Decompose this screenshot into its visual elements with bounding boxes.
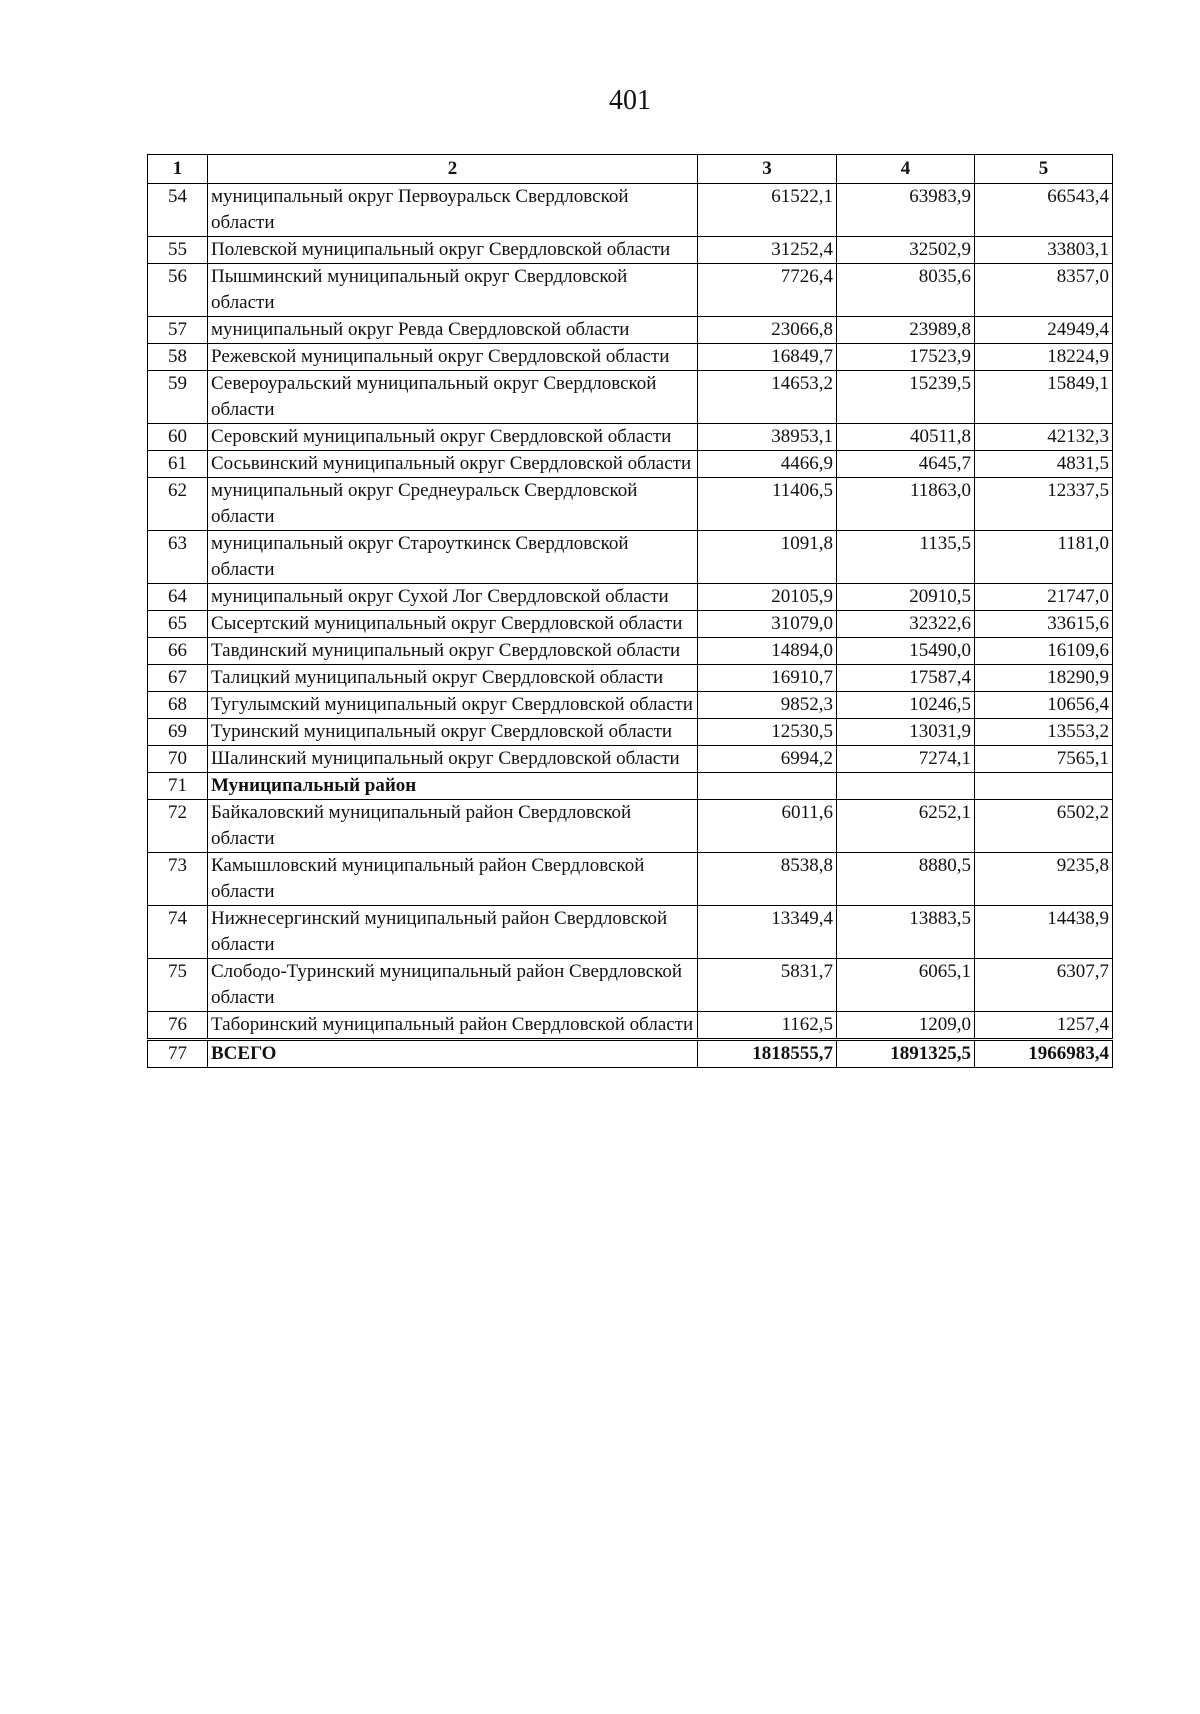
table-row [148, 853, 1113, 906]
row-number: 61 [148, 451, 208, 478]
value-col-3: 9852,3 [698, 692, 837, 719]
value-col-5: 4831,5 [975, 451, 1113, 478]
value-col-5: 9235,8 [975, 853, 1113, 906]
table-row [148, 800, 1113, 853]
table-row [148, 719, 1113, 746]
row-number: 54 [148, 184, 208, 237]
row-number: 73 [148, 853, 208, 906]
value-col-5: 1966983,4 [975, 1040, 1113, 1068]
table-row [148, 264, 1113, 317]
row-number: 65 [148, 611, 208, 638]
municipality-name: Шалинский муниципальный округ Свердловской области [208, 746, 698, 773]
row-number: 66 [148, 638, 208, 665]
total-row [148, 1040, 1113, 1068]
table-row [148, 478, 1113, 531]
table-row [148, 692, 1113, 719]
row-number: 72 [148, 800, 208, 853]
table-row [148, 906, 1113, 959]
value-col-3: 12530,5 [698, 719, 837, 746]
table-row [148, 451, 1113, 478]
municipality-name: Североуральский муниципальный округ Свердловской области [208, 371, 698, 424]
table-row [148, 371, 1113, 424]
value-col-5: 21747,0 [975, 584, 1113, 611]
table-row [148, 531, 1113, 584]
value-col-5: 1181,0 [975, 531, 1113, 584]
row-number: 63 [148, 531, 208, 584]
value-col-5 [975, 773, 1113, 800]
value-col-4: 11863,0 [837, 478, 975, 531]
value-col-4: 8880,5 [837, 853, 975, 906]
value-col-3: 1162,5 [698, 1012, 837, 1040]
row-number: 70 [148, 746, 208, 773]
table-row [148, 184, 1113, 237]
column-header-2: 2 [208, 155, 698, 184]
table-row [148, 237, 1113, 264]
value-col-5: 13553,2 [975, 719, 1113, 746]
municipality-name: Полевской муниципальный округ Свердловской области [208, 237, 698, 264]
value-col-5: 16109,6 [975, 638, 1113, 665]
table-row [148, 317, 1113, 344]
value-col-5: 33803,1 [975, 237, 1113, 264]
value-col-4: 32322,6 [837, 611, 975, 638]
municipality-name: Слободо-Туринский муниципальный район Свердловской области [208, 959, 698, 1012]
value-col-5: 8357,0 [975, 264, 1113, 317]
row-number: 68 [148, 692, 208, 719]
table-row [148, 959, 1113, 1012]
value-col-3: 20105,9 [698, 584, 837, 611]
municipality-name: муниципальный округ Староуткинск Свердловской области [208, 531, 698, 584]
value-col-3: 6011,6 [698, 800, 837, 853]
value-col-4: 15239,5 [837, 371, 975, 424]
value-col-3: 5831,7 [698, 959, 837, 1012]
municipality-name: Режевской муниципальный округ Свердловской области [208, 344, 698, 371]
row-number: 75 [148, 959, 208, 1012]
row-number: 57 [148, 317, 208, 344]
row-number: 74 [148, 906, 208, 959]
value-col-5: 18224,9 [975, 344, 1113, 371]
municipality-name: Сысертский муниципальный округ Свердловской области [208, 611, 698, 638]
row-number: 55 [148, 237, 208, 264]
value-col-3: 31079,0 [698, 611, 837, 638]
value-col-4: 7274,1 [837, 746, 975, 773]
value-col-4: 1209,0 [837, 1012, 975, 1040]
value-col-3: 16849,7 [698, 344, 837, 371]
value-col-3: 8538,8 [698, 853, 837, 906]
value-col-3: 6994,2 [698, 746, 837, 773]
value-col-5: 42132,3 [975, 424, 1113, 451]
value-col-3: 14653,2 [698, 371, 837, 424]
municipality-name: муниципальный округ Первоуральск Свердловской области [208, 184, 698, 237]
section-row [148, 773, 1113, 800]
value-col-3: 1818555,7 [698, 1040, 837, 1068]
table-row [148, 611, 1113, 638]
value-col-3: 14894,0 [698, 638, 837, 665]
table-row [148, 584, 1113, 611]
municipality-name: муниципальный округ Ревда Свердловской области [208, 317, 698, 344]
municipality-name: Пышминский муниципальный округ Свердловской области [208, 264, 698, 317]
value-col-3: 13349,4 [698, 906, 837, 959]
value-col-5: 18290,9 [975, 665, 1113, 692]
table-row [148, 638, 1113, 665]
value-col-5: 15849,1 [975, 371, 1113, 424]
row-number: 67 [148, 665, 208, 692]
value-col-4: 10246,5 [837, 692, 975, 719]
value-col-5: 66543,4 [975, 184, 1113, 237]
value-col-3: 61522,1 [698, 184, 837, 237]
municipality-name: Таборинский муниципальный район Свердловской области [208, 1012, 698, 1040]
municipality-name: ВСЕГО [208, 1040, 698, 1068]
row-number: 58 [148, 344, 208, 371]
row-number: 71 [148, 773, 208, 800]
value-col-4: 17587,4 [837, 665, 975, 692]
value-col-5: 1257,4 [975, 1012, 1113, 1040]
value-col-3: 16910,7 [698, 665, 837, 692]
table-row [148, 1012, 1113, 1040]
value-col-4: 8035,6 [837, 264, 975, 317]
header-row [148, 155, 1113, 184]
value-col-3 [698, 773, 837, 800]
municipality-name: Туринский муниципальный округ Свердловской области [208, 719, 698, 746]
municipality-name: Серовский муниципальный округ Свердловской области [208, 424, 698, 451]
value-col-4: 4645,7 [837, 451, 975, 478]
value-col-3: 23066,8 [698, 317, 837, 344]
value-col-3: 11406,5 [698, 478, 837, 531]
municipality-name: Тавдинский муниципальный округ Свердловской области [208, 638, 698, 665]
value-col-5: 6307,7 [975, 959, 1113, 1012]
value-col-4: 17523,9 [837, 344, 975, 371]
budget-table [147, 154, 1113, 1068]
value-col-4: 6065,1 [837, 959, 975, 1012]
table-row [148, 746, 1113, 773]
table-row [148, 424, 1113, 451]
row-number: 60 [148, 424, 208, 451]
page-number: 401 [609, 85, 651, 116]
row-number: 59 [148, 371, 208, 424]
value-col-4: 1135,5 [837, 531, 975, 584]
municipality-name: Байкаловский муниципальный район Свердловской области [208, 800, 698, 853]
value-col-5: 33615,6 [975, 611, 1113, 638]
value-col-4: 40511,8 [837, 424, 975, 451]
table-header [148, 155, 1113, 184]
table-body [148, 184, 1113, 1068]
column-header-4: 4 [837, 155, 975, 184]
municipality-name: Нижнесергинский муниципальный район Свердловской области [208, 906, 698, 959]
row-number: 56 [148, 264, 208, 317]
value-col-3: 38953,1 [698, 424, 837, 451]
value-col-3: 31252,4 [698, 237, 837, 264]
value-col-4: 15490,0 [837, 638, 975, 665]
row-number: 69 [148, 719, 208, 746]
value-col-4: 13883,5 [837, 906, 975, 959]
value-col-5: 24949,4 [975, 317, 1113, 344]
value-col-5: 6502,2 [975, 800, 1113, 853]
value-col-5: 14438,9 [975, 906, 1113, 959]
column-header-1: 1 [148, 155, 208, 184]
value-col-4: 1891325,5 [837, 1040, 975, 1068]
municipality-name: Муниципальный район [208, 773, 698, 800]
municipality-name: Сосьвинский муниципальный округ Свердловской области [208, 451, 698, 478]
municipality-name: Тугулымский муниципальный округ Свердловской области [208, 692, 698, 719]
value-col-4: 13031,9 [837, 719, 975, 746]
municipality-name: Талицкий муниципальный округ Свердловской области [208, 665, 698, 692]
value-col-5: 10656,4 [975, 692, 1113, 719]
row-number: 64 [148, 584, 208, 611]
table-row [148, 665, 1113, 692]
value-col-5: 12337,5 [975, 478, 1113, 531]
value-col-3: 1091,8 [698, 531, 837, 584]
value-col-4: 23989,8 [837, 317, 975, 344]
column-header-5: 5 [975, 155, 1113, 184]
value-col-4: 20910,5 [837, 584, 975, 611]
value-col-4 [837, 773, 975, 800]
table-row [148, 344, 1113, 371]
row-number: 62 [148, 478, 208, 531]
value-col-4: 63983,9 [837, 184, 975, 237]
municipality-name: муниципальный округ Сухой Лог Свердловской области [208, 584, 698, 611]
column-header-3: 3 [698, 155, 837, 184]
value-col-4: 6252,1 [837, 800, 975, 853]
value-col-3: 7726,4 [698, 264, 837, 317]
value-col-5: 7565,1 [975, 746, 1113, 773]
value-col-3: 4466,9 [698, 451, 837, 478]
row-number: 77 [148, 1040, 208, 1068]
row-number: 76 [148, 1012, 208, 1040]
value-col-4: 32502,9 [837, 237, 975, 264]
municipality-name: Камышловский муниципальный район Свердловской области [208, 853, 698, 906]
municipality-name: муниципальный округ Среднеуральск Свердловской области [208, 478, 698, 531]
